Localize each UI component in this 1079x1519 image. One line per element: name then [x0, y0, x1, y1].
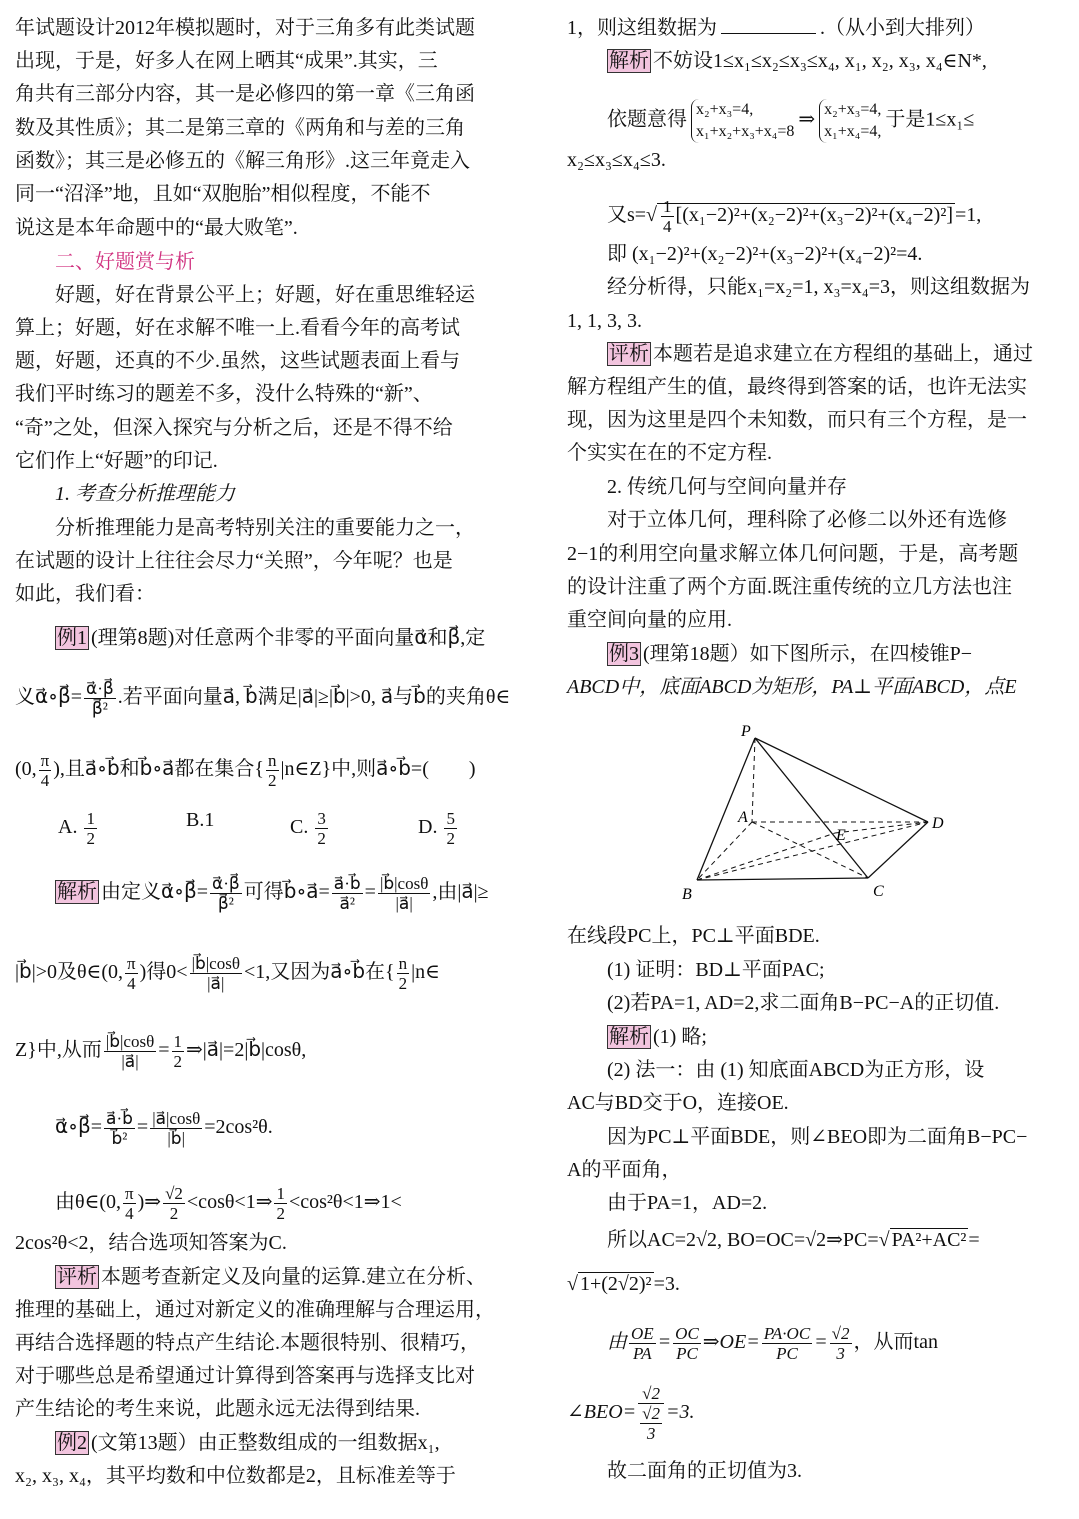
denominator: β⃗²	[217, 894, 234, 913]
solution-3-tan-line	[567, 1384, 694, 1443]
denominator: |a⃗|	[207, 974, 225, 993]
text: .若平面向量a⃗, b⃗满足|a⃗|≥|b⃗|>0, a⃗与b⃗的夹角θ∈	[117, 686, 511, 709]
numerator: PA·OC	[763, 1324, 811, 1343]
equation: x₂+x₃=4,	[696, 101, 754, 118]
square-root: 1+(2√2)²	[579, 1273, 652, 1295]
example-3-line: 在线段PC上，PC⊥平面BDE.	[567, 925, 820, 947]
comment-label: 评析	[609, 343, 649, 365]
numerator: 1	[663, 197, 672, 216]
text: =	[814, 1331, 828, 1354]
denominator: 2	[317, 829, 326, 848]
numerator: 3	[317, 809, 326, 828]
text: 所以AC=2√2, BO=OC=√2⇒PC=√	[607, 1229, 890, 1251]
edge-AB	[697, 822, 752, 880]
paragraph-line: 的设计注重了两个方面.既注重传统的立几方法也注	[567, 576, 1012, 598]
text: (理第8题)对任意两个非零的平面向量α⃗和β⃗,定	[91, 627, 486, 649]
denominator: 2	[268, 771, 277, 790]
fraction	[638, 1384, 664, 1443]
example-3-line: ABCD中，底面ABCD为矩形，PA⊥平面ABCD，点E	[567, 676, 1017, 698]
comment-line: 个实实在在的不定方程.	[567, 442, 772, 464]
solution-2-line: 1, 1, 3, 3.	[567, 310, 642, 332]
paragraph-line: 题，好题，还真的不少.虽然，这些试题表面上看与	[15, 350, 460, 372]
comment-label: 评析	[57, 1266, 97, 1288]
denominator: 2	[446, 829, 455, 848]
denominator: 4	[663, 217, 672, 236]
solution-3-ratio-line	[567, 1324, 938, 1363]
denominator: 2	[173, 1052, 183, 1071]
denominator: 4	[125, 1204, 134, 1223]
fraction	[762, 1324, 812, 1363]
solution-3-conclusion: 故二面角的正切值为3.	[607, 1460, 802, 1482]
option-key: C.	[290, 816, 309, 839]
numerator: n	[398, 954, 408, 973]
text: |n∈Z}中,则a⃗∘b⃗=( )	[280, 758, 476, 781]
denominator: β⃗²	[91, 699, 108, 718]
solution-3-line: 由于PA=1，AD=2.	[607, 1192, 768, 1214]
solution-3-line: AC与BD交于O，连接OE.	[567, 1092, 789, 1114]
text: 由	[607, 1331, 627, 1354]
numerator: |b⃗|cosθ	[191, 954, 240, 973]
denominator: 4	[127, 974, 136, 993]
text: <cosθ<1⇒	[186, 1191, 273, 1214]
paragraph-line: “奇”之处，但深入探究与分析之后，还是不得不给	[15, 417, 453, 439]
text: 1，则这组数据为	[567, 17, 717, 39]
denominator: PC	[776, 1344, 798, 1363]
denominator: 3	[646, 1424, 656, 1443]
label-D: D	[932, 815, 944, 832]
paragraph-line: 函数》；其三是必修五的《解三角形》.这三年竟走入	[15, 150, 470, 172]
text: =	[136, 1116, 149, 1139]
solution-3-line: 因为PC⊥平面BDE，则∠BEO即为二面角B−PC−	[607, 1126, 1028, 1148]
paragraph-line: 重空间向量的应用.	[567, 609, 732, 631]
text: Z}中,从而	[15, 1039, 102, 1062]
text: =2cos²θ.	[204, 1116, 273, 1139]
solution-3-line: (2) 法一：由 (1) 知底面ABCD为正方形，设	[607, 1059, 985, 1081]
text: 可得b⃗∘a⃗=	[243, 881, 330, 904]
numerator: 1	[173, 1032, 183, 1051]
comment-line: 产生结论的考生来说，此题永远无法得到结果.	[15, 1398, 420, 1420]
label-C: C	[873, 883, 884, 900]
paragraph-line: 我们平时练习的题差不多，没什么特殊的“新”、	[15, 383, 433, 405]
section-heading: 二、好题赏与析	[55, 249, 195, 273]
numerator: √2	[165, 1184, 183, 1203]
numerator: 5	[446, 809, 455, 828]
comment-line: 解方程组产生的值，最终得到答案的话，也许无法实	[567, 376, 1027, 398]
text: =	[364, 881, 376, 904]
text: <1,又因为a⃗∘b⃗在{	[243, 961, 395, 984]
example-label: 例3	[609, 643, 639, 665]
text: =	[968, 1229, 980, 1251]
numerator: a⃗·b⃗	[333, 874, 361, 893]
denominator: PC	[676, 1344, 698, 1363]
text: 由θ∈(0,	[55, 1191, 122, 1214]
solution-2-line: x₂≤x₃≤x₄≤3.	[567, 149, 666, 171]
numerator: |b⃗|cosθ	[379, 874, 429, 893]
comment-line: 再结合选择题的特点产生结论.本题很特别、很精巧，	[15, 1332, 480, 1354]
solution-3-line	[567, 1026, 707, 1048]
text: ⇒|a⃗|=2|b⃗|cosθ,	[186, 1039, 307, 1062]
text: 由定义α⃗∘β⃗=	[101, 881, 209, 904]
edge-PA	[752, 738, 755, 822]
numerator: π	[40, 751, 50, 770]
solution-3-line: A的平面角，	[567, 1159, 682, 1181]
denominator: |b⃗|	[167, 1129, 185, 1148]
edge-BD	[697, 822, 928, 880]
edge-PC	[755, 738, 868, 878]
text: =3.	[665, 1401, 695, 1424]
text: α⃗∘β⃗=	[55, 1116, 103, 1139]
numerator: 1	[276, 1184, 285, 1203]
denominator: 2	[276, 1204, 285, 1223]
numerator: α⃗·β⃗	[212, 874, 240, 893]
text: .（从小到大排列）	[820, 17, 985, 39]
fraction	[830, 1324, 852, 1363]
subsection-heading: 1. 考查分析推理能力	[55, 483, 235, 505]
numerator: n	[268, 751, 277, 770]
denominator: b⃗²	[111, 1129, 128, 1148]
text: ⇒OE=	[702, 1331, 760, 1354]
numerator: |b⃗|cosθ	[105, 1032, 155, 1051]
edge-BC	[697, 878, 868, 880]
paragraph-line: 年试题设计2012年模拟题时，对于三角多有此类试题	[15, 17, 475, 39]
text: √	[567, 1273, 578, 1295]
fraction	[629, 1324, 656, 1363]
question-1: (1) 证明：BD⊥平面PAC;	[607, 959, 825, 981]
denominator: 4	[40, 771, 50, 790]
paragraph-line: 出现，于是，好多人在网上晒其“成果”.其实，三	[15, 50, 438, 72]
solution-label: 解析	[609, 1026, 649, 1048]
text: |n∈	[411, 961, 440, 984]
solution-3-line	[567, 1273, 680, 1295]
text: ，从而tan	[853, 1331, 938, 1354]
fraction	[673, 1324, 701, 1363]
denominator: 2	[398, 974, 408, 993]
denominator: 2	[86, 829, 95, 848]
denominator: 2	[169, 1204, 179, 1223]
text: |b⃗|>0及θ∈(0,	[15, 961, 124, 984]
text: 不妨设1≤x₁≤x₂≤x₃≤x₄, x₁, x₂, x₃, x₄∈N*,	[653, 50, 987, 72]
numerator: √2	[638, 1384, 664, 1404]
denominator: a⃗²	[339, 894, 355, 913]
edge-CD	[868, 822, 928, 878]
comment-line: 推理的基础上，通过对新定义的准确理解与合理运用，	[15, 1299, 495, 1321]
text: (理第18题）如下图所示，在四棱锥P−	[643, 643, 973, 665]
paragraph-line: 如此，我们看：	[15, 583, 155, 605]
text: 义α⃗∘β⃗=	[15, 686, 83, 709]
text: <cos²θ<1⇒1<	[288, 1191, 402, 1214]
fraction	[640, 1404, 662, 1443]
label-A: A	[738, 809, 748, 826]
text: [(x₁−2)²+(x₂−2)²+(x₃−2)²+(x₄−2)²]	[675, 204, 953, 227]
option-key: D.	[418, 816, 438, 839]
paragraph-line: 算上；好题，好在求解不唯一上.看看今年的高考试	[15, 317, 460, 339]
equation: x₁+x₄=4,	[824, 123, 882, 140]
solution-2-line: 即 (x₁−2)²+(x₂−2)²+(x₃−2)²+(x₄−2)²=4.	[607, 243, 923, 265]
equation: x₂+x₃=4,	[824, 101, 882, 118]
text: ),且a⃗∘b⃗和b⃗∘a⃗都在集合{	[53, 758, 265, 781]
solution-label: 解析	[609, 50, 649, 72]
comment-line: 现，因为这里是四个未知数，而只有三个方程，是一	[567, 409, 1027, 431]
numerator: OC	[675, 1324, 699, 1343]
square-root: PA²+AC²	[891, 1229, 967, 1251]
text: 又s=√	[607, 204, 658, 227]
text: (0,	[15, 758, 37, 781]
equation: x₁+x₂+x₃+x₄=8	[696, 123, 795, 140]
paragraph-line: 同一“沼泽”地，且如“双胞胎”相似程度，不能不	[15, 183, 431, 205]
text: (1) 略;	[653, 1026, 707, 1048]
text: ∠BEO=	[567, 1401, 637, 1424]
paragraph-line: 数及其性质》；其二是第三章的《两角和与差的三角	[15, 117, 465, 139]
edge-ED	[835, 822, 928, 833]
edge-PD	[755, 738, 928, 822]
text: ,由|a⃗|≥	[432, 881, 489, 904]
text: (文第13题）由正整数组成的一组数据x₁,	[91, 1432, 440, 1454]
numerator: α⃗·β⃗	[86, 679, 114, 698]
text: )得0<	[139, 961, 188, 984]
numerator: OE	[631, 1324, 654, 1343]
denominator: PA	[633, 1344, 652, 1363]
numerator: |a⃗|cosθ	[152, 1109, 201, 1128]
text: ⇒	[798, 108, 816, 131]
edge-AC	[752, 822, 868, 878]
paragraph-line: 角共有三部分内容，其一是必修四的第一章《三角函	[15, 83, 475, 105]
denominator: |a⃗|	[395, 894, 413, 913]
numerator: π	[125, 1184, 134, 1203]
solution-3-line	[567, 1229, 980, 1251]
paragraph-line: 对于立体几何，理科除了必修二以外还有选修	[607, 509, 1007, 531]
text: 本题考查新定义及向量的运算.建立在分析、	[101, 1266, 486, 1288]
text: 本题若是追求建立在方程组的基础上，通过	[653, 343, 1033, 365]
option-b: B.1	[186, 809, 215, 831]
comment-line: 对于哪些总是希望通过计算得到答案再与选择支比对	[15, 1365, 475, 1387]
label-E: E	[836, 827, 846, 844]
solution-1-line: 2cos²θ<2，结合选项知答案为C.	[15, 1232, 287, 1254]
text: =1,	[954, 204, 982, 227]
numerator: √2	[831, 1324, 850, 1343]
example-label: 例2	[57, 1432, 87, 1454]
numerator: π	[127, 954, 136, 973]
solution-label: 解析	[57, 881, 97, 904]
label-B: B	[682, 886, 692, 903]
denominator	[638, 1404, 664, 1443]
paragraph-line: 好题，好在背景公平上；好题，好在重思维轻运	[55, 284, 475, 306]
text: =3.	[653, 1273, 680, 1295]
numerator: √2	[642, 1404, 660, 1423]
subsection-heading: 2. 传统几何与空间向量并存	[607, 476, 847, 498]
question-2: (2)若PA=1, AD=2,求二面角B−PC−A的正切值.	[607, 992, 1000, 1014]
label-P: P	[741, 723, 751, 740]
edge-BE	[697, 833, 835, 880]
paragraph-line: 它们作上“好题”的印记.	[15, 450, 218, 472]
option-key: A.	[58, 816, 78, 839]
numerator: a⃗·b⃗	[106, 1109, 133, 1128]
example-label: 例1	[57, 627, 87, 649]
text: =	[158, 1039, 170, 1062]
text: )⇒	[137, 1191, 162, 1214]
paragraph-line: 2−1的利用空向量求解立体几何问题，于是，高考题	[567, 543, 1019, 565]
denominator: |a⃗|	[121, 1052, 139, 1071]
example-2-line: x₂, x₃, x₄，其平均数和中位数都是2，且标准差等于	[15, 1465, 456, 1487]
text: 依题意得	[607, 108, 687, 131]
paragraph-line: 在试题的设计上往往会尽力“关照”，今年呢？也是	[15, 550, 453, 572]
numerator: 1	[86, 809, 95, 828]
text: 于是1≤x₁≤	[885, 108, 975, 131]
paragraph-line: 分析推理能力是高考特别关注的重要能力之一，	[55, 517, 475, 539]
solution-2-line: 经分析得，只能x₁=x₂=1, x₃=x₄=3，则这组数据为	[607, 276, 1031, 298]
denominator: 3	[836, 1344, 845, 1363]
text: =	[657, 1331, 672, 1354]
paragraph-line: 说这是本年命题中的“最大败笔”.	[15, 217, 298, 239]
